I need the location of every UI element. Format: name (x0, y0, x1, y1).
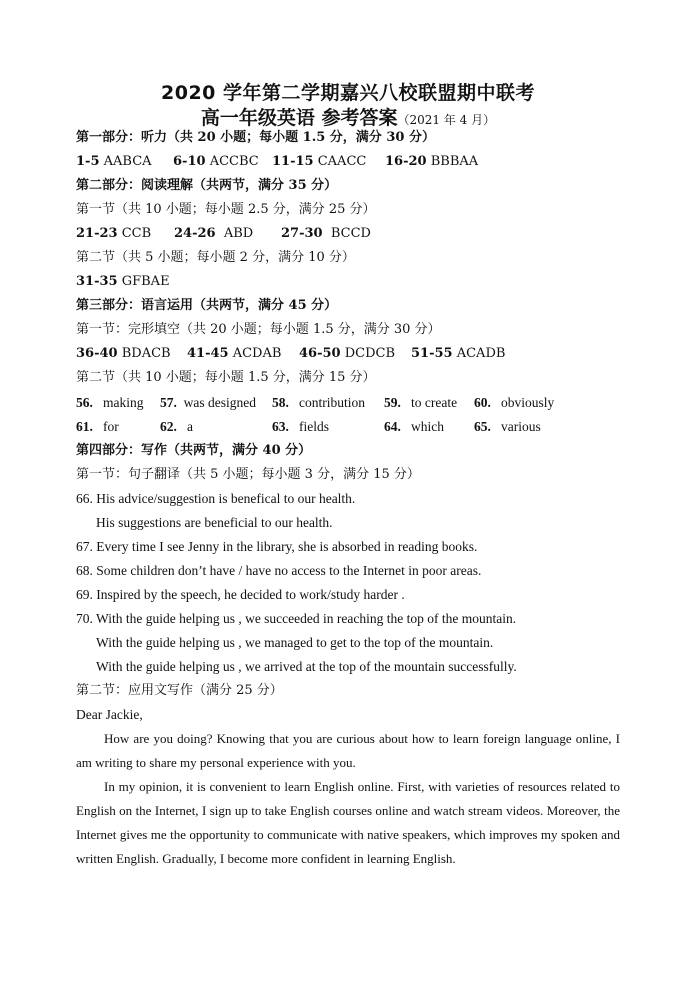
answer-group: 46-50 DCDCB (299, 346, 396, 361)
part2-sec2-heading: 第二节（共 5 小题；每小题 2 分，满分 10 分） (76, 250, 355, 265)
blank-answer: 57. was designed (160, 395, 256, 410)
part4-sec2-heading: 第二节：应用文写作（满分 25 分） (76, 683, 283, 698)
answer-group: 31-35 GFBAE (76, 274, 170, 289)
blank-answer: 65. various (474, 419, 541, 434)
translation-line: With the guide helping us , we arrived at the top of the mountain successfully. (96, 659, 517, 674)
translation-line: 67. Every time I see Jenny in the library, she is absorbed in reading books. (76, 539, 478, 554)
answer-group: 51-55 ACADB (411, 346, 506, 361)
blank-answer: 58. contribution (272, 395, 365, 410)
answer-group: 27-30 BCCD (281, 226, 371, 241)
letter-paragraph: How are you doing? Knowing that you are curious about how to learn foreign language online, I am writing to share my personal experience with you. (76, 731, 620, 770)
part1-heading: 第一部分：听力（共 20 小题；每小题 1.5 分，满分 30 分） (76, 130, 435, 145)
letter-salutation: Dear Jackie, (76, 707, 143, 722)
answer-group: 36-40 BDACB (76, 346, 171, 361)
part2-sec1-heading: 第一节（共 10 小题；每小题 2.5 分，满分 25 分） (76, 202, 376, 217)
answer-group: 24-26 ABD (174, 226, 254, 241)
letter-paragraph: In my opinion, it is convenient to learn English online. First, with varieties of resources related to English on the Internet, I sign up to take English courses online and watch stream videos. Moreover, the Internet gives me the opportunity to communicate with native speakers, which improves my spoken and written English. Gradually, I become more confident in learning English. (76, 779, 620, 866)
part3-sec1-heading: 第一节：完形填空（共 20 小题；每小题 1.5 分，满分 30 分） (76, 322, 441, 337)
answer-group: 6-10 ACCBC (173, 154, 259, 169)
answer-group: 16-20 BBBAA (385, 154, 479, 169)
translation-line: 68. Some children don’t have / have no access to the Internet in poor areas. (76, 563, 482, 578)
blank-answer: 64. which (384, 419, 444, 434)
answer-group: 41-45 ACDAB (187, 346, 282, 361)
part3-sec2-heading: 第二节（共 10 小题；每小题 1.5 分，满分 15 分） (76, 370, 376, 385)
blank-answer: 62. a (160, 419, 193, 434)
answer-group: 21-23 CCB (76, 226, 152, 241)
translation-line: 69. Inspired by the speech, he decided to work/study harder . (76, 587, 405, 602)
blank-answer: 61. for (76, 419, 119, 434)
answer-group: 11-15 CAACC (272, 154, 367, 169)
blank-answer: 56. making (76, 395, 144, 410)
blank-answer: 60. obviously (474, 395, 555, 410)
part3-heading: 第三部分：语言运用（共两节，满分 45 分） (76, 298, 338, 313)
blank-answer: 63. fields (272, 419, 329, 434)
blank-answer: 59. to create (384, 395, 458, 410)
translation-line: 66. His advice/suggestion is benefical to our health. (76, 491, 356, 506)
part4-sec1-heading: 第一节：句子翻译（共 5 小题；每小题 3 分，满分 15 分） (76, 467, 420, 482)
answer-group: 1-5 AABCA (76, 154, 152, 169)
subtitle-text: 高一年级英语 参考答案 (200, 107, 398, 129)
translation-line: His suggestions are beneficial to our health. (96, 515, 333, 530)
exam-date: （2021 年 4 月） (397, 113, 496, 127)
translation-line: 70. With the guide helping us , we succeeded in reaching the top of the mountain. (76, 611, 517, 626)
exam-title: 2020 学年第二学期嘉兴八校联盟期中联考 (161, 82, 535, 104)
translation-line: With the guide helping us , we managed to get to the top of the mountain. (96, 635, 494, 650)
part2-heading: 第二部分：阅读理解（共两节，满分 35 分） (76, 178, 338, 193)
exam-subtitle (0, 103, 696, 130)
part4-heading: 第四部分：写作（共两节，满分 40 分） (76, 443, 312, 458)
